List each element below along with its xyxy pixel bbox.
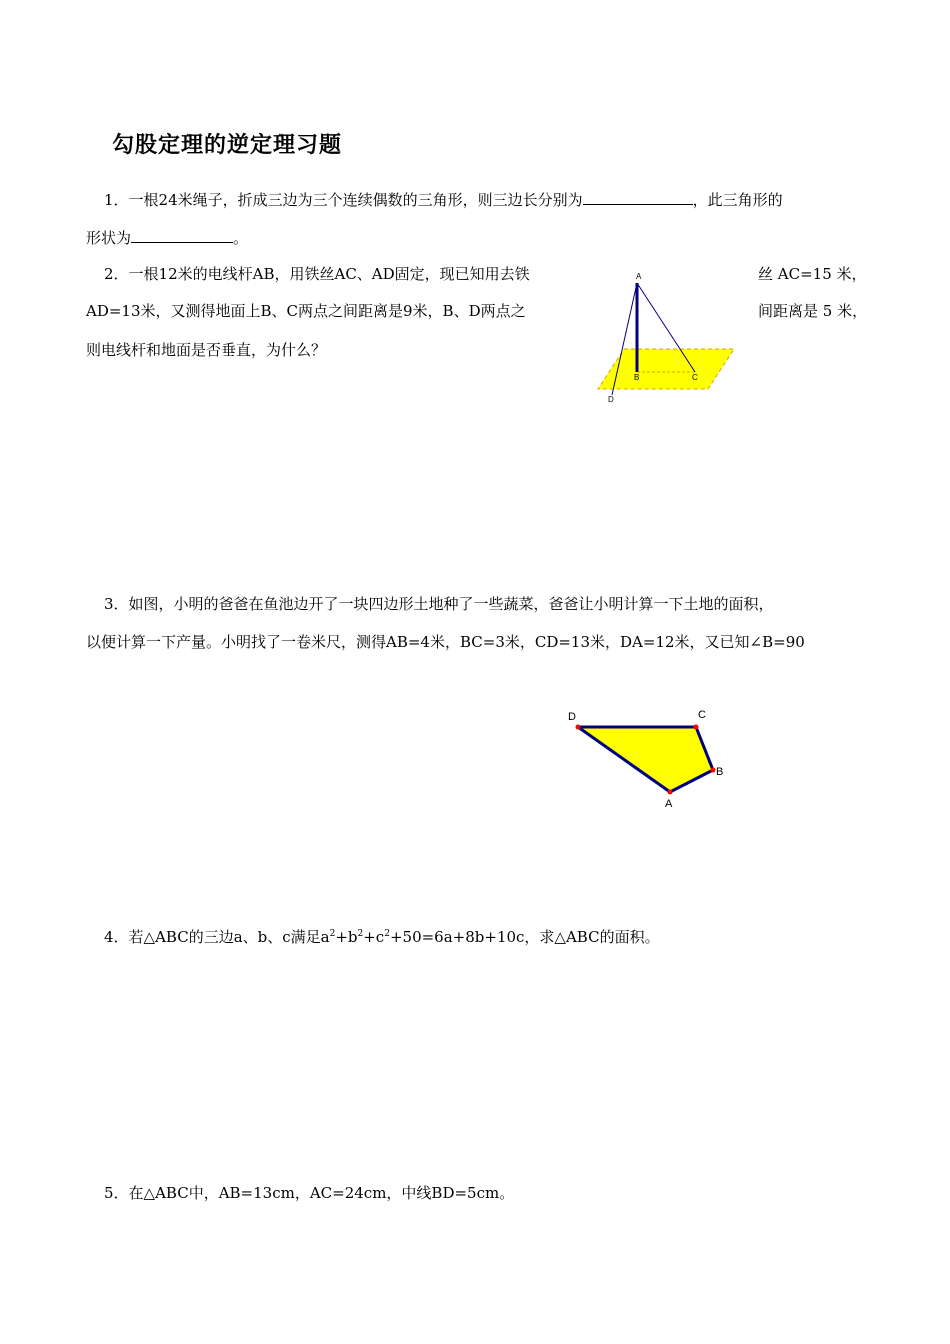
question-1-line-1 [104,189,783,210]
answer-blank-shape [131,227,233,243]
question-4-line [104,927,660,947]
label-d: D [568,711,576,723]
question-2-line-1-left: 2．一根12米的电线杆AB，用铁丝AC、AD固定，现已知用去铁 [104,265,530,283]
question-5-line: 5．在△ABC中，AB=13cm，AC=24cm，中线BD=5cm。 [104,1184,515,1202]
exponent-a: 2 [329,929,336,939]
quadrilateral-figure [560,700,730,815]
question-1-text-c: 形状为 [86,229,132,247]
question-2-line-3: 则电线杆和地面是否垂直，为什么？ [86,341,327,359]
pole-figure [590,265,750,410]
page-title: 勾股定理的逆定理习题 [112,133,343,158]
label-c: C [692,373,698,382]
answer-blank-side-lengths [583,189,693,205]
exponent-b: 2 [357,929,364,939]
question-1-line-2 [86,227,248,248]
question-2-line-2-left: AD=13米，又测得地面上B、C两点之间距离是9米，B、D两点之 [86,302,526,320]
question-1-text-b: ，此三角形的 [692,191,783,209]
ground-plane [598,349,734,389]
label-d: D [608,395,614,404]
question-4-b-part: +b [335,928,358,946]
question-4-suffix: +50=6a+8b+10c，求△ABC的面积。 [389,928,660,946]
exponent-c: 2 [384,929,390,939]
label-a: A [665,798,673,810]
point-c [694,725,699,730]
question-2-line-1-right: 丝 AC=15 米， [758,265,867,283]
question-3-line-1: 3．如图，小明的爸爸在鱼池边开了一块四边形土地种了一些蔬菜，爸爸让小明计算一下土地的面积， [104,595,774,613]
question-1-text-a: 1．一根24米绳子，折成三边为三个连续偶数的三角形，则三边长分别为 [104,191,583,209]
label-a: A [636,272,642,281]
question-4-prefix: 4．若△ABC的三边a、b、c满足a [104,928,330,946]
label-b: B [634,373,640,382]
point-a [668,790,673,795]
question-1-text-d: 。 [233,229,249,247]
point-d [576,725,581,730]
point-b [711,768,716,773]
label-b: B [716,766,724,778]
question-3-line-2: 以便计算一下产量。小明找了一卷米尺，测得AB=4米，BC=3米，CD=13米，DA=12米，又已知∠B=90 [86,633,805,651]
label-c: C [698,709,706,721]
question-4-c-part: +c [363,928,385,946]
quadrilateral-abcd [578,727,713,792]
question-2-line-2-right: 间距离是 5 米， [758,302,868,320]
